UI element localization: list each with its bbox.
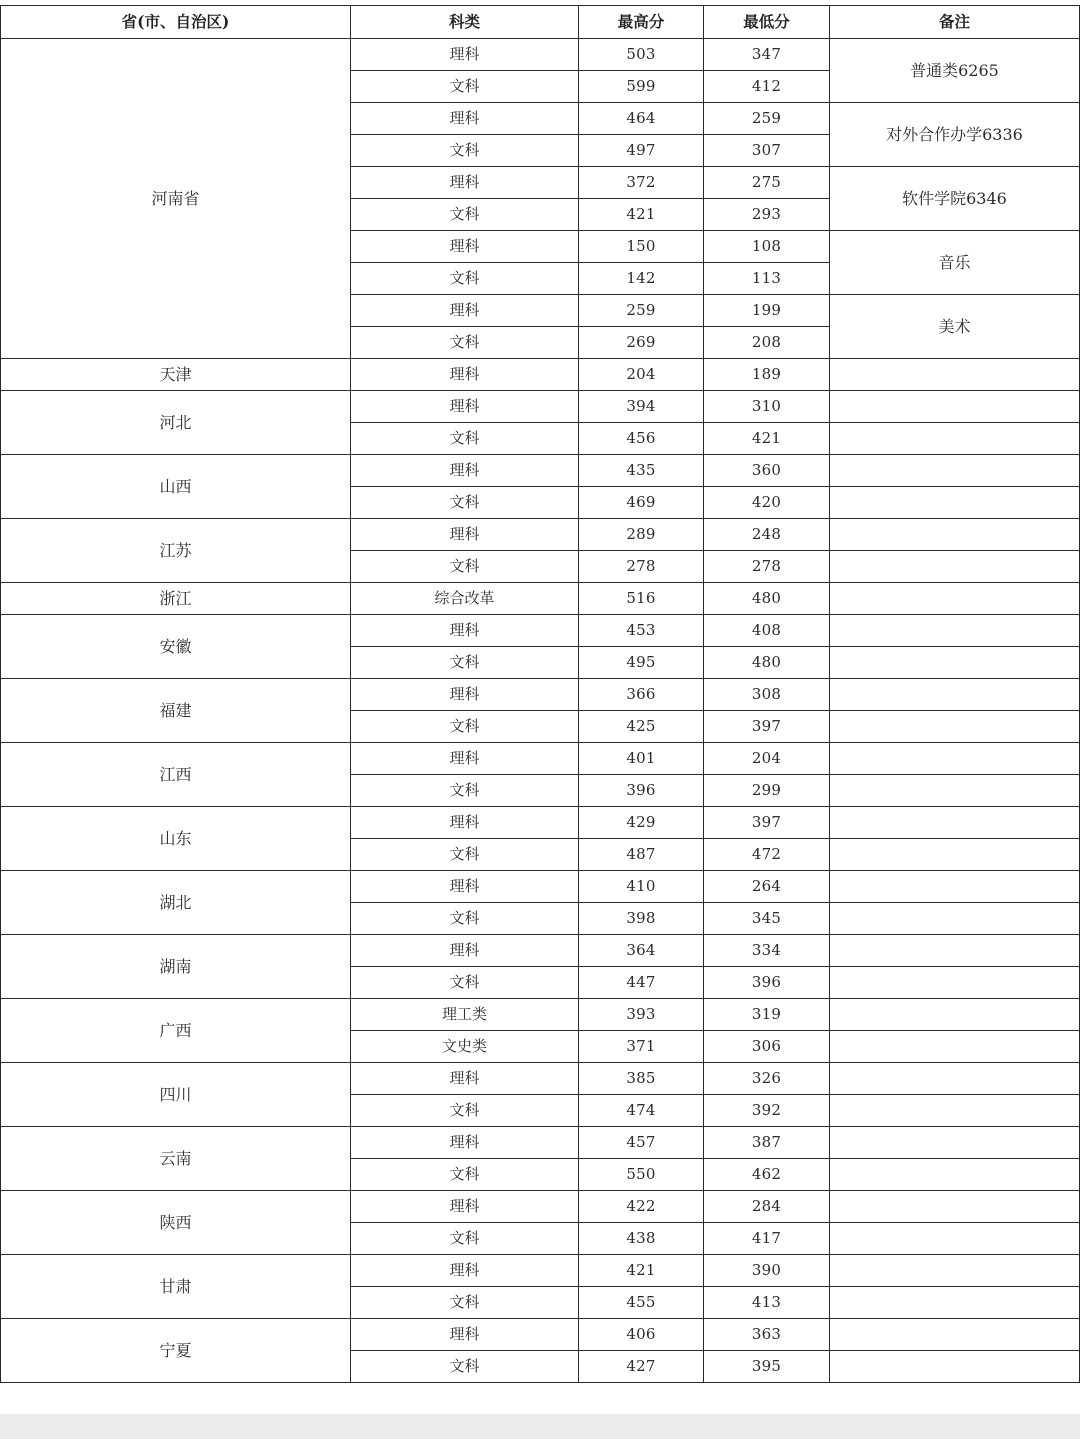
max-score-cell: 550 [579,1159,704,1191]
province-cell: 宁夏 [1,1319,351,1383]
min-score-cell: 306 [704,1031,830,1063]
min-score-cell: 278 [704,551,830,583]
category-cell: 理科 [351,615,579,647]
province-cell: 山西 [1,455,351,519]
remark-cell [830,391,1080,423]
min-score-cell: 395 [704,1351,830,1383]
remark-cell [830,807,1080,839]
remark-cell: 美术 [830,295,1080,359]
table-row [1,1319,1080,1351]
category-cell: 理科 [351,167,579,199]
remark-cell [830,1319,1080,1351]
category-cell: 理科 [351,1255,579,1287]
table-row [1,1255,1080,1287]
max-score-cell: 410 [579,871,704,903]
min-score-cell: 199 [704,295,830,327]
table-row [1,391,1080,423]
header-max-score: 最高分 [579,6,704,39]
category-cell: 理科 [351,455,579,487]
remark-cell [830,1191,1080,1223]
min-score-cell: 462 [704,1159,830,1191]
category-cell: 理科 [351,519,579,551]
max-score-cell: 503 [579,39,704,71]
category-cell: 理工类 [351,999,579,1031]
remark-cell [830,1255,1080,1287]
table-row [1,583,1080,615]
table-row [1,39,1080,71]
remark-cell [830,519,1080,551]
min-score-cell: 412 [704,71,830,103]
remark-cell [830,583,1080,615]
category-cell: 综合改革 [351,583,579,615]
remark-cell [830,1223,1080,1255]
remark-cell [830,839,1080,871]
max-score-cell: 447 [579,967,704,999]
category-cell: 文科 [351,775,579,807]
remark-cell [830,1031,1080,1063]
max-score-cell: 204 [579,359,704,391]
max-score-cell: 150 [579,231,704,263]
table-row [1,359,1080,391]
remark-cell [830,903,1080,935]
max-score-cell: 421 [579,1255,704,1287]
category-cell: 理科 [351,231,579,263]
max-score-cell: 453 [579,615,704,647]
max-score-cell: 456 [579,423,704,455]
province-cell: 广西 [1,999,351,1063]
category-cell: 文科 [351,1159,579,1191]
max-score-cell: 487 [579,839,704,871]
min-score-cell: 326 [704,1063,830,1095]
max-score-cell: 429 [579,807,704,839]
min-score-cell: 248 [704,519,830,551]
remark-cell [830,455,1080,487]
min-score-cell: 360 [704,455,830,487]
remark-cell [830,487,1080,519]
category-cell: 文科 [351,1095,579,1127]
remark-cell [830,1095,1080,1127]
category-cell: 理科 [351,103,579,135]
max-score-cell: 421 [579,199,704,231]
remark-cell [830,551,1080,583]
min-score-cell: 310 [704,391,830,423]
remark-cell [830,1063,1080,1095]
min-score-cell: 363 [704,1319,830,1351]
remark-cell: 普通类6265 [830,39,1080,103]
remark-cell: 软件学院6346 [830,167,1080,231]
category-cell: 文科 [351,1351,579,1383]
remark-cell [830,1351,1080,1383]
max-score-cell: 497 [579,135,704,167]
header-remark: 备注 [830,6,1080,39]
min-score-cell: 472 [704,839,830,871]
min-score-cell: 204 [704,743,830,775]
remark-cell [830,647,1080,679]
max-score-cell: 469 [579,487,704,519]
min-score-cell: 392 [704,1095,830,1127]
province-cell: 甘肃 [1,1255,351,1319]
max-score-cell: 406 [579,1319,704,1351]
min-score-cell: 113 [704,263,830,295]
max-score-cell: 398 [579,903,704,935]
province-cell: 陕西 [1,1191,351,1255]
max-score-cell: 474 [579,1095,704,1127]
province-cell: 湖北 [1,871,351,935]
max-score-cell: 464 [579,103,704,135]
category-cell: 理科 [351,743,579,775]
min-score-cell: 397 [704,807,830,839]
province-cell: 云南 [1,1127,351,1191]
min-score-cell: 417 [704,1223,830,1255]
table-row [1,615,1080,647]
category-cell: 理科 [351,871,579,903]
category-cell: 文科 [351,263,579,295]
remark-cell [830,679,1080,711]
remark-cell [830,1287,1080,1319]
max-score-cell: 425 [579,711,704,743]
max-score-cell: 435 [579,455,704,487]
min-score-cell: 189 [704,359,830,391]
category-cell: 理科 [351,1191,579,1223]
category-cell: 文科 [351,71,579,103]
max-score-cell: 455 [579,1287,704,1319]
max-score-cell: 289 [579,519,704,551]
category-cell: 理科 [351,1063,579,1095]
remark-cell [830,935,1080,967]
max-score-cell: 394 [579,391,704,423]
province-cell: 湖南 [1,935,351,999]
min-score-cell: 334 [704,935,830,967]
category-cell: 文科 [351,551,579,583]
max-score-cell: 427 [579,1351,704,1383]
table-row [1,999,1080,1031]
max-score-cell: 396 [579,775,704,807]
province-cell: 山东 [1,807,351,871]
remark-cell [830,423,1080,455]
admission-score-table [0,5,1080,1383]
table-row [1,807,1080,839]
max-score-cell: 495 [579,647,704,679]
province-cell: 河南省 [1,39,351,359]
min-score-cell: 396 [704,967,830,999]
max-score-cell: 372 [579,167,704,199]
min-score-cell: 293 [704,199,830,231]
max-score-cell: 364 [579,935,704,967]
remark-cell [830,999,1080,1031]
max-score-cell: 599 [579,71,704,103]
category-cell: 文科 [351,647,579,679]
max-score-cell: 385 [579,1063,704,1095]
province-cell: 四川 [1,1063,351,1127]
min-score-cell: 420 [704,487,830,519]
remark-cell [830,711,1080,743]
category-cell: 理科 [351,39,579,71]
min-score-cell: 347 [704,39,830,71]
min-score-cell: 480 [704,647,830,679]
min-score-cell: 421 [704,423,830,455]
category-cell: 文科 [351,839,579,871]
table-row [1,935,1080,967]
max-score-cell: 438 [579,1223,704,1255]
category-cell: 文科 [351,903,579,935]
min-score-cell: 480 [704,583,830,615]
category-cell: 文科 [351,423,579,455]
category-cell: 理科 [351,295,579,327]
province-cell: 安徽 [1,615,351,679]
remark-cell: 音乐 [830,231,1080,295]
max-score-cell: 269 [579,327,704,359]
province-cell: 天津 [1,359,351,391]
table-row [1,1127,1080,1159]
table-row [1,519,1080,551]
category-cell: 理科 [351,391,579,423]
header-category: 科类 [351,6,579,39]
category-cell: 文科 [351,1287,579,1319]
remark-cell [830,871,1080,903]
category-cell: 文科 [351,135,579,167]
table-row [1,871,1080,903]
max-score-cell: 371 [579,1031,704,1063]
min-score-cell: 390 [704,1255,830,1287]
min-score-cell: 307 [704,135,830,167]
category-cell: 文科 [351,967,579,999]
province-cell: 福建 [1,679,351,743]
max-score-cell: 422 [579,1191,704,1223]
remark-cell [830,359,1080,391]
category-cell: 文史类 [351,1031,579,1063]
max-score-cell: 393 [579,999,704,1031]
header-row [1,6,1080,39]
header-min-score: 最低分 [704,6,830,39]
header-province: 省(市、自治区) [1,6,351,39]
category-cell: 理科 [351,807,579,839]
max-score-cell: 457 [579,1127,704,1159]
max-score-cell: 401 [579,743,704,775]
category-cell: 文科 [351,327,579,359]
max-score-cell: 366 [579,679,704,711]
category-cell: 理科 [351,1127,579,1159]
table-row [1,1063,1080,1095]
min-score-cell: 108 [704,231,830,263]
min-score-cell: 397 [704,711,830,743]
max-score-cell: 516 [579,583,704,615]
category-cell: 理科 [351,679,579,711]
table-body [1,39,1080,1383]
category-cell: 理科 [351,359,579,391]
province-cell: 江西 [1,743,351,807]
remark-cell [830,775,1080,807]
remark-cell [830,615,1080,647]
province-cell: 河北 [1,391,351,455]
category-cell: 文科 [351,711,579,743]
province-cell: 浙江 [1,583,351,615]
max-score-cell: 142 [579,263,704,295]
min-score-cell: 413 [704,1287,830,1319]
max-score-cell: 278 [579,551,704,583]
min-score-cell: 264 [704,871,830,903]
min-score-cell: 275 [704,167,830,199]
min-score-cell: 284 [704,1191,830,1223]
min-score-cell: 208 [704,327,830,359]
category-cell: 理科 [351,935,579,967]
table-row [1,1191,1080,1223]
remark-cell [830,1159,1080,1191]
remark-cell: 对外合作办学6336 [830,103,1080,167]
remark-cell [830,1127,1080,1159]
min-score-cell: 319 [704,999,830,1031]
province-cell: 江苏 [1,519,351,583]
min-score-cell: 259 [704,103,830,135]
remark-cell [830,743,1080,775]
table-row [1,455,1080,487]
min-score-cell: 387 [704,1127,830,1159]
min-score-cell: 308 [704,679,830,711]
category-cell: 文科 [351,199,579,231]
category-cell: 文科 [351,1223,579,1255]
min-score-cell: 299 [704,775,830,807]
max-score-cell: 259 [579,295,704,327]
category-cell: 文科 [351,487,579,519]
remark-cell [830,967,1080,999]
table-row [1,743,1080,775]
table-row [1,679,1080,711]
min-score-cell: 408 [704,615,830,647]
min-score-cell: 345 [704,903,830,935]
category-cell: 理科 [351,1319,579,1351]
